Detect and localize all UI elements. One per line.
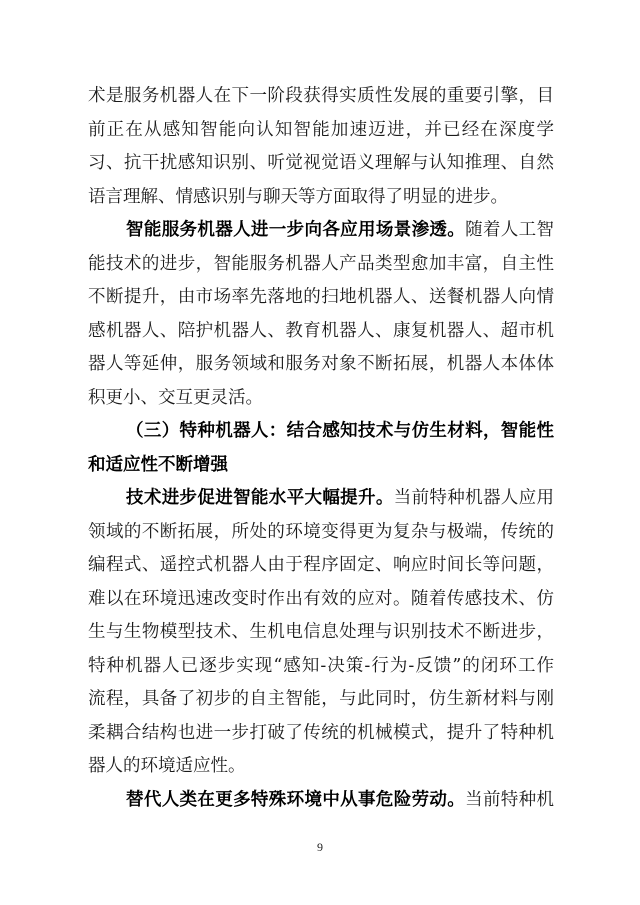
text-line [88,650,554,684]
line-text: 柔耦合结构也进一步打破了传统的机械模式，提升了特种机 [88,722,554,743]
bold-lead-sentence: 技术进步促进智能水平大幅提升。 [126,488,394,508]
paragraph-lead-line [88,784,554,818]
line-text: 器人的环境适应性。 [88,756,246,776]
line-text: 前正在从感知智能向认知智能加速迈进，并已经在深度学 [88,119,554,140]
text-line [88,717,554,751]
text-line [88,281,554,315]
section-heading: 和适应性不断增强 [88,454,228,475]
line-text: 不断提升，由市场率先落地的扫地机器人、送餐机器人向情 [88,287,554,307]
paragraph-lead-line [88,482,554,516]
text-line [88,114,554,148]
section-heading-line [88,449,554,483]
paragraph-lead-line [88,214,554,248]
body-text [88,80,554,817]
text-line [88,348,554,382]
line-text: 积更小、交互更灵活。 [88,387,263,408]
line-text: 语言理解、情感识别与聊天等方面取得了明显的进步。 [88,186,508,207]
text-line [88,315,554,349]
text-line [88,382,554,416]
bold-lead-sentence: 替代人类在更多特殊环境中从事危险劳动。 [126,789,466,810]
line-text: 当前特种机器人应用 [393,488,554,508]
line-text: 器人等延伸，服务领域和服务对象不断拓展，机器人本体体 [88,354,554,374]
line-text: 习、抗干扰感知识别、听觉视觉语义理解与认知推理、自然 [88,153,554,173]
text-line [88,583,554,617]
text-line [88,549,554,583]
line-text: 流程，具备了初步的自主智能，与此同时，仿生新材料与刚 [88,689,554,709]
text-line [88,616,554,650]
text-line [88,147,554,181]
line-text: 领域的不断拓展，所处的环境变得更为复杂与极端，传统的 [88,521,554,542]
text-line [88,750,554,784]
line-text: 随着人工智 [465,220,554,240]
line-text: 难以在环境迅速改变时作出有效的应对。随着传感技术、仿 [88,588,554,609]
line-text: 术是服务机器人在下一阶段获得实质性发展的重要引擎，目 [88,86,554,106]
page-number: 9 [317,840,323,854]
line-text: 当前特种机 [465,789,554,810]
line-text: 感机器人、陪护机器人、教育机器人、康复机器人、超市机 [88,320,554,341]
text-line [88,181,554,215]
section-heading: （三）特种机器人：结合感知技术与仿生材料，智能性 [126,421,554,441]
line-text: 特种机器人已逐步实现“感知-决策-行为-反馈”的闭环工作 [88,655,554,676]
text-line [88,248,554,282]
text-line [88,516,554,550]
line-text: 编程式、遥控式机器人由于程序固定、响应时间长等问题， [88,555,554,575]
text-line [88,80,554,114]
bold-lead-sentence: 智能服务机器人进一步向各应用场景渗透。 [126,220,466,240]
text-line [88,683,554,717]
line-text: 能技术的进步，智能服务机器人产品类型愈加丰富，自主性 [88,253,554,274]
line-text: 生与生物模型技术、生机电信息处理与识别技术不断进步， [88,622,554,642]
section-heading-line [88,415,554,449]
